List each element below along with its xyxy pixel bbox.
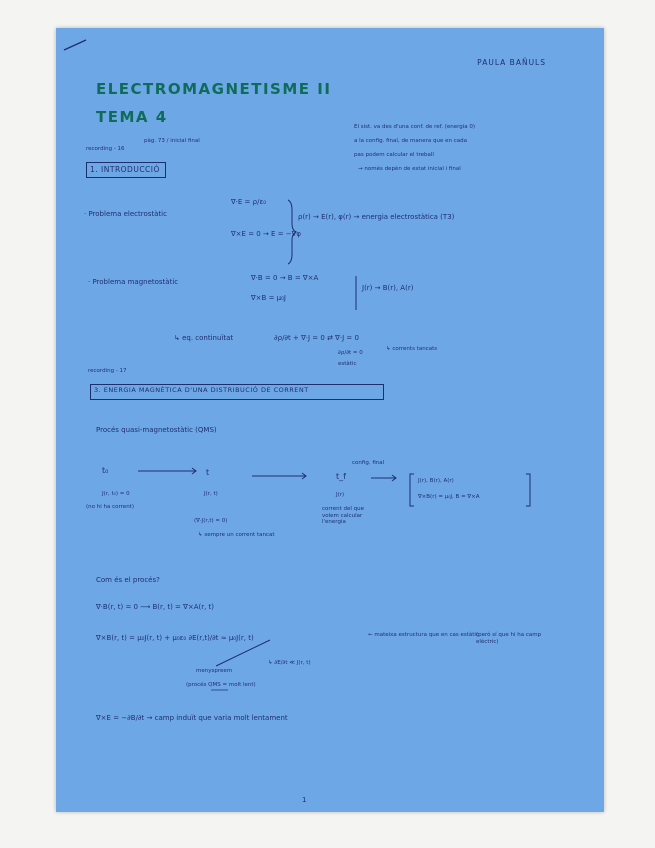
neglect-label: menyspreem [196,668,233,674]
page-title: ELECTROMAGNETISME II [96,80,332,98]
continuity-equation: ∂ρ/∂t + ∇·J = 0 ⇄ ∇·J = 0 [274,334,359,342]
process-j0: J(r, t₀) = 0 [102,491,130,497]
magnetostatic-label: · Problema magnetostàtic [88,278,179,286]
magnetostatic-eq-2: ∇×B = μ₀J [251,294,286,302]
notebook-page [56,28,604,812]
equation-b-side: (però sí que hi ha camp elèctric) [476,632,542,645]
process-jt: J(r, t) [204,491,218,497]
electrostatic-eq-1: ∇·E = ρ/ε₀ [231,198,267,206]
process-config: config. final [352,460,385,466]
equation-b: ∇×B(r, t) = μ₀J(r, t) + μ₀ε₀ ∂E(r,t)/∂t ≈ μ₀J(r, t) [96,634,254,642]
process-j0-note: (no hi ha corrent) [86,504,134,510]
equation-a: ∇·B(r, t) = 0 ⟶ B(r, t) = ∇×A(r, t) [96,603,215,611]
section-heading-1: 1. INTRODUCCIÓ [90,165,160,174]
continuity-note: ↳ corrents tancats [386,346,438,352]
page-number: 1 [302,796,307,804]
qms-heading: Procés quasi-magnetostàtic (QMS) [96,426,217,434]
ratio-note: ↳ ∂E/∂t ≪ J(r, t) [268,660,311,666]
side-note-line-4: → només depèn de estat inicial i final [358,166,461,172]
annotation-strokes [56,28,604,812]
side-note-line-3: pas podem calcular el treball [354,152,434,158]
author-name: PAULA BAÑULS [477,58,546,67]
side-note-line-1: El sist. va des d'una conf. de ref. (energia 0) [354,124,476,130]
process-final-2: ∇×B(r) = μ₀J, B = ∇×A [418,494,480,500]
continuity-under: ∂ρ/∂t = 0 [338,350,363,356]
recording-label-2: recording - 17 [88,368,127,374]
recording-label-1: recording - 16 [86,146,125,152]
electrostatic-eq-2: ∇×E = 0 → E = −∇φ [231,230,301,238]
process-t: t [206,468,210,477]
process-jt-note: ↳ sempre un corrent tancat [198,532,275,538]
process-tf: t_f [336,472,346,481]
recording-note-1: pàg. 73 / inicial final [144,138,200,144]
side-note-line-2: a la config. final, de manera que en cada [354,138,468,144]
process-jt-eq: (∇·J(r,t) = 0) [194,518,228,524]
magnetostatic-eq-1: ∇·B = 0 → B = ∇×A [251,274,319,282]
neglect-note: (procés QMS = molt lent) [186,682,256,688]
continuity-prefix: ↳ eq. continuïtat [174,334,234,342]
process-question: Com és el procés? [96,576,160,584]
process-jf: J(r) [336,492,345,498]
continuity-under-2: estàtic [338,361,357,367]
section-heading-3: 3. ENERGIA MAGNÈTICA D'UNA DISTRIBUCIÓ DE CORRENT [94,386,309,394]
process-t0: t₀ [102,466,109,475]
electrostatic-label: · Problema electrostàtic [84,210,167,218]
equation-b-note: ← mateixa estructura que en cas estàtic [368,632,479,638]
magnetostatic-result: J(r) → B(r), A(r) [362,284,414,292]
equation-c: ∇×E = −∂B/∂t → camp induït que varia molt lentament [96,714,288,722]
electrostatic-result: ρ(r) → E(r), φ(r) → energia electrostàtica (T3) [298,213,455,221]
process-jf-note: corrent del que volem calcular l'energia [322,506,364,526]
process-final-1: J(r), B(r), A(r) [418,478,454,484]
topic-title: TEMA 4 [96,108,168,126]
